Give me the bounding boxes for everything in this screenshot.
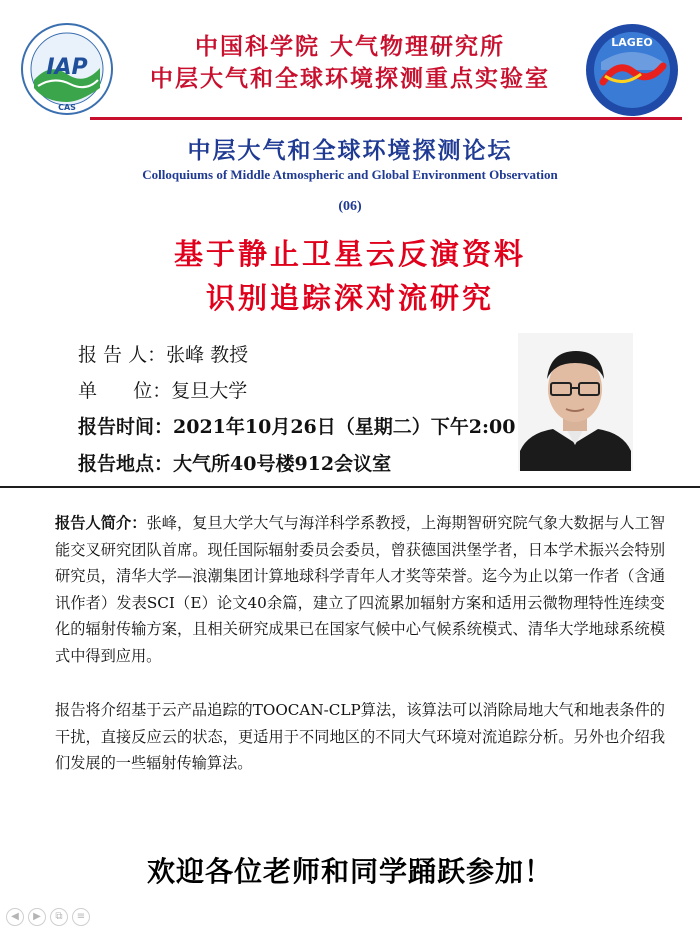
time-row xyxy=(78,412,515,439)
time-value: 2021年10月26日（星期二）下午2:00 xyxy=(173,416,516,438)
bio-label: 报告人简介： xyxy=(55,514,147,532)
place-label: 报告地点： xyxy=(78,453,174,475)
viewer-controls xyxy=(6,908,90,926)
lageo-logo-text: LAGEO xyxy=(611,36,653,49)
section-divider xyxy=(0,486,700,488)
forum-number: (06) xyxy=(338,199,362,214)
forum-title-zh: 中层大气和全球环境探测论坛 xyxy=(187,137,513,164)
speaker-photo xyxy=(518,333,633,471)
next-page-icon[interactable]: ▶ xyxy=(28,908,46,926)
talk-title-line-1: 基于静止卫星云反演资料 xyxy=(173,237,526,271)
speaker-name: 张峰 教授 xyxy=(166,344,249,366)
header-rule xyxy=(90,117,682,120)
time-label: 报告时间： xyxy=(78,416,174,438)
cas-text: CAS xyxy=(58,103,76,112)
iap-logo xyxy=(20,22,114,116)
menu-icon[interactable]: ≡ xyxy=(72,908,90,926)
speaker-row xyxy=(78,340,248,367)
unit-label: 单 位： xyxy=(78,380,172,402)
place-value: 大气所40号楼912会议室 xyxy=(173,453,392,475)
lageo-logo xyxy=(583,22,681,118)
unit-value: 复旦大学 xyxy=(171,380,248,402)
speaker-bio xyxy=(55,510,665,669)
prev-page-icon[interactable]: ◀ xyxy=(6,908,24,926)
talk-title-line-2: 识别追踪深对流研究 xyxy=(205,281,494,315)
org-line-1: 中国科学院 大气物理研究所 xyxy=(194,33,505,60)
org-line-2: 中层大气和全球环境探测重点实验室 xyxy=(150,65,550,92)
unit-row xyxy=(78,376,247,403)
iap-logo-text: IAP xyxy=(46,55,88,80)
bio-text: 张峰，复旦大学大气与海洋科学系教授，上海期智研究院气象大数据与人工智能交叉研究团队首席。现任国际辐射委员会委员，曾获德国洪堡学者，日本学术振兴会特别研究员，清华大学—浪潮集团计算地球科学青年人才奖等荣誉。迄今为止以第一作者（含通讯作者）发表SCI（E）论文40余篇，建立了四流累加辐射方案和适用云微物理特性连续变化的辐射传输方案，且相关研究成果已在国家气候中心气候系统模式、清华大学地球系统模式中得到应用。 xyxy=(55,514,666,665)
talk-abstract: 报告将介绍基于云产品追踪的TOOCAN-CLP算法，该算法可以消除局地大气和地表条件的干扰，直接反应云的状态，更适用于不同地区的不同大气环境对流追踪分析。另外也介绍我们发展的一些辐射传输算法。 xyxy=(55,701,665,772)
speaker-label: 报 告 人： xyxy=(78,344,167,366)
welcome-message: 欢迎各位老师和同学踊跃参加！ xyxy=(146,855,553,888)
place-row xyxy=(78,449,391,476)
forum-title-en: Colloquiums of Middle Atmospheric and Global Environment Observation xyxy=(142,167,558,182)
copy-icon[interactable]: ⧉ xyxy=(50,908,68,926)
